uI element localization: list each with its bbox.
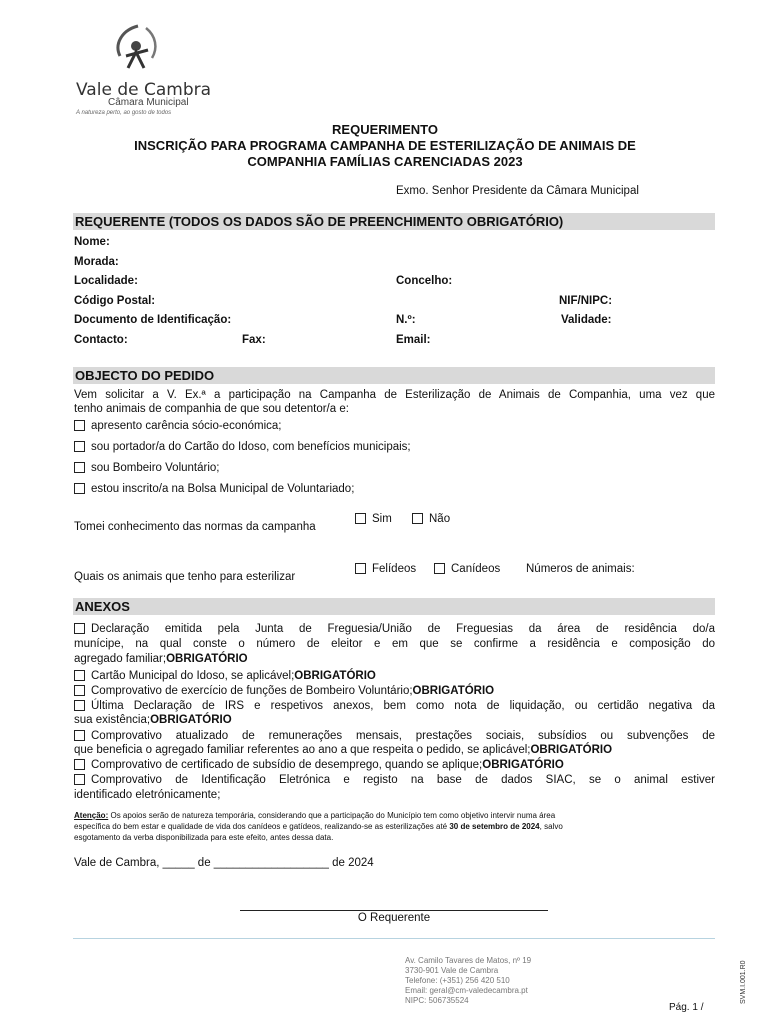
atencao-line2: específica do bem estar e qualidade de vida dos canídeos e gatídeos, realizando-se as esterilizações até 30 de setembro de 2024, salvo: [74, 822, 563, 831]
field-contacto[interactable]: Contacto:: [74, 334, 128, 346]
anexo-siac-line2: identificado eletrónicamente;: [74, 789, 221, 801]
anexo-irs-line1[interactable]: Última Declaração de IRS e respetivos anexos, bem como nota de liquidação, ou certidão negativa da: [74, 700, 715, 712]
checkbox[interactable]: [355, 513, 366, 524]
document-code: SVM.I.001.R0: [740, 960, 747, 1004]
anexo-remuneracoes-line1[interactable]: Comprovativo atualizado de remunerações mensais, prestações sociais, subsídios ou subvenções de: [74, 730, 715, 742]
footer-address-line1: Av. Camilo Tavares de Matos, nº 19: [405, 956, 532, 965]
field-documento[interactable]: Documento de Identificação:: [74, 314, 232, 326]
checkbox[interactable]: [355, 563, 366, 574]
field-fax[interactable]: Fax:: [242, 334, 266, 346]
footer-address-line2: 3730-901 Vale de Cambra: [405, 966, 499, 975]
atencao-line3: esgotamento da verba disponibilizada para este efeito, antes dessa data.: [74, 833, 334, 842]
section-objecto: OBJECTO DO PEDIDO: [73, 367, 715, 384]
logo-tagline: A natureza perto, ao gosto de todos: [76, 110, 172, 116]
field-validade[interactable]: Validade:: [561, 314, 612, 326]
checkbox[interactable]: [74, 685, 85, 696]
doc-subtitle-line2: COMPANHIA FAMÍLIAS CARENCIADAS 2023: [247, 154, 523, 169]
checkbox[interactable]: [74, 441, 85, 452]
footer-nipc: NIPC: 506735524: [405, 996, 469, 1005]
checkbox[interactable]: [74, 700, 85, 711]
field-localidade[interactable]: Localidade:: [74, 275, 138, 287]
option-bombeiro[interactable]: sou Bombeiro Voluntário;: [74, 462, 220, 474]
animais-label: Quais os animais que tenho para esterilizar: [74, 571, 296, 583]
atencao-deadline: 30 de setembro de 2024: [449, 822, 540, 831]
option-felideos[interactable]: Felídeos: [355, 563, 416, 575]
anexo-declaracao-line2: munícipe, na qual conste o número de eleitor e em que se confirme a residência e composição do: [74, 638, 715, 650]
checkbox[interactable]: [74, 623, 85, 634]
municipality-logo-icon: [108, 22, 168, 77]
checkbox[interactable]: [434, 563, 445, 574]
field-nif[interactable]: NIF/NIPC:: [559, 295, 613, 307]
option-bolsa-voluntariado[interactable]: estou inscrito/a na Bolsa Municipal de Voluntariado;: [74, 483, 354, 495]
atencao-label: Atenção:: [74, 811, 109, 820]
option-canideos[interactable]: Canídeos: [434, 563, 500, 575]
obrigatorio-badge: OBRIGATÓRIO: [294, 670, 376, 682]
section-anexos: ANEXOS: [73, 598, 715, 615]
obrigatorio-badge: OBRIGATÓRIO: [166, 653, 248, 665]
footer-email: Email: geral@cm-valedecambra.pt: [405, 986, 528, 995]
objecto-intro-line2: tenho animais de companhia de que sou detentor/a e:: [74, 403, 349, 415]
field-concelho[interactable]: Concelho:: [396, 275, 453, 287]
obrigatorio-badge: OBRIGATÓRIO: [412, 685, 495, 697]
anexo-remuneracoes-line2: que beneficia o agregado familiar referentes ao ano a que respeita o pedido, se aplicável;OBRIGATÓRIO: [74, 744, 613, 756]
checkbox[interactable]: [74, 462, 85, 473]
field-email[interactable]: Email:: [396, 334, 431, 346]
obrigatorio-badge: OBRIGATÓRIO: [150, 714, 232, 726]
anexo-irs-line2: sua existência;OBRIGATÓRIO: [74, 714, 232, 726]
logo-name: Vale de Cambra: [76, 80, 212, 100]
footer-divider: [73, 938, 715, 939]
signature-line[interactable]: [240, 910, 548, 911]
field-codigo-postal[interactable]: Código Postal:: [74, 295, 156, 307]
field-numero[interactable]: N.º:: [396, 314, 416, 326]
obrigatorio-badge: OBRIGATÓRIO: [530, 744, 613, 756]
section-requerente: REQUERENTE (TODOS OS DADOS SÃO DE PREENCHIMENTO OBRIGATÓRIO): [73, 213, 715, 230]
anexo-declaracao-line3: agregado familiar;OBRIGATÓRIO: [74, 653, 248, 665]
checkbox[interactable]: [412, 513, 423, 524]
obrigatorio-badge: OBRIGATÓRIO: [482, 759, 564, 771]
logo-subname: Câmara Municipal: [108, 97, 189, 108]
option-sim[interactable]: Sim: [355, 513, 392, 525]
addressee: Exmo. Senhor Presidente da Câmara Municipal: [396, 185, 639, 197]
footer-phone: Telefone: (+351) 256 420 510: [405, 976, 510, 985]
checkbox[interactable]: [74, 759, 85, 770]
anexo-siac-line1[interactable]: Comprovativo de Identificação Eletrónica e registo na base de dados SIAC, se o animal estiver: [74, 774, 715, 786]
field-morada[interactable]: Morada:: [74, 256, 119, 268]
page-number: Pág. 1 /: [669, 1002, 704, 1013]
local-data-line[interactable]: Vale de Cambra, _____ de __________________ de 2024: [74, 857, 374, 869]
objecto-intro-line1: Vem solicitar a V. Ex.ª a participação na Campanha de Esterilização de Animais de Companhia, uma vez que: [74, 389, 715, 401]
normas-label: Tomei conhecimento das normas da campanha: [74, 521, 316, 533]
checkbox[interactable]: [74, 730, 85, 741]
option-carencia[interactable]: apresento carência sócio-económica;: [74, 420, 282, 432]
anexo-bombeiro[interactable]: Comprovativo de exercício de funções de Bombeiro Voluntário;OBRIGATÓRIO: [74, 685, 494, 697]
option-nao[interactable]: Não: [412, 513, 450, 525]
doc-subtitle-line1: INSCRIÇÃO PARA PROGRAMA CAMPANHA DE ESTERILIZAÇÃO DE ANIMAIS DE: [134, 138, 636, 153]
checkbox[interactable]: [74, 670, 85, 681]
anexo-declaracao-line1[interactable]: Declaração emitida pela Junta de Freguesia/União de Freguesias da área de residência do/a: [74, 623, 715, 635]
anexo-cartao-idoso[interactable]: Cartão Municipal do Idoso, se aplicável;OBRIGATÓRIO: [74, 670, 376, 682]
option-cartao-idoso[interactable]: sou portador/a do Cartão do Idoso, com benefícios municipais;: [74, 441, 411, 453]
numero-animais-label[interactable]: Números de animais:: [526, 563, 635, 575]
requerente-caption: O Requerente: [357, 912, 431, 924]
field-nome[interactable]: Nome:: [74, 236, 110, 248]
doc-title: REQUERIMENTO: [332, 122, 438, 137]
checkbox[interactable]: [74, 483, 85, 494]
anexo-desemprego[interactable]: Comprovativo de certificado de subsídio de desemprego, quando se aplique;OBRIGATÓRIO: [74, 759, 564, 771]
checkbox[interactable]: [74, 774, 85, 785]
checkbox[interactable]: [74, 420, 85, 431]
atencao-line1: Atenção: Os apoios serão de natureza temporária, considerando que a participação do Município tem como objetivo intervir numa área: [74, 811, 556, 820]
